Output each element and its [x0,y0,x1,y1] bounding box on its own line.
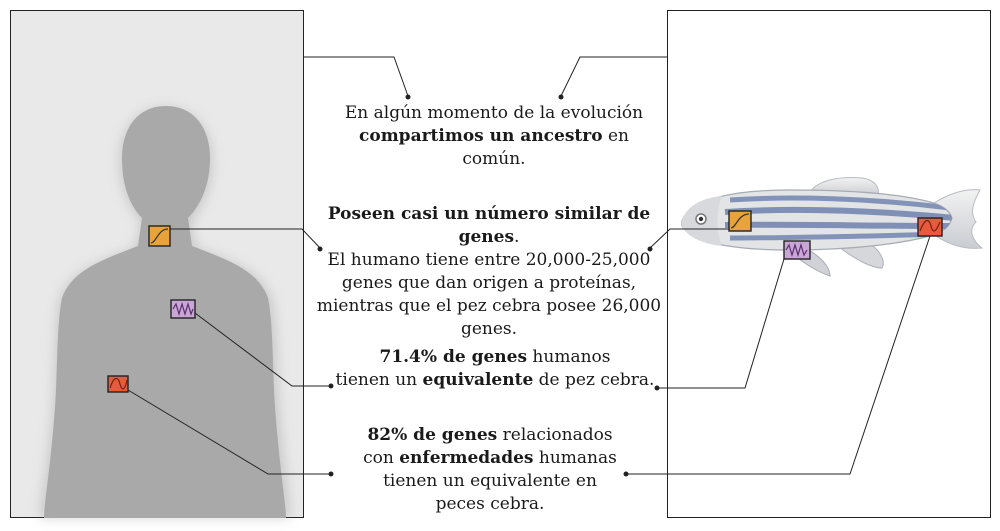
genes-line-5: genes. [460,319,518,339]
equivalent-line-2-pre: tienen un [335,370,423,390]
equivalent-bold-percent: 71.4% de genes [379,347,528,367]
connector-fish-equivalent [657,259,784,388]
human-silhouette [40,106,290,518]
gene-marker-purple-human [171,300,195,318]
genes-text [304,203,674,341]
equivalent-bold-word: equivalente [422,370,534,390]
disease-line-4: peces cebra. [435,494,545,514]
ancestor-bold: compartimos un ancestro [359,126,603,146]
disease-text [330,424,650,516]
disease-line-2-pre: con [363,448,400,468]
ancestor-text [318,102,670,171]
ancestor-line-1: En algún momento de la evolución [344,103,644,123]
gene-marker-orange-human [149,226,170,246]
connector-human-ancestor [304,57,408,96]
disease-bold-percent: 82% de genes [367,425,498,445]
equivalent-text [320,346,670,392]
connector-fish-ancestor [561,57,667,96]
equivalent-line-2-rest: de pez cebra. [533,370,655,390]
gene-marker-red-human [108,376,128,392]
gene-marker-red-fish [918,218,942,236]
equivalent-line-1-rest: humanos [527,347,611,367]
genes-bold: Poseen casi un número similar de genes [327,204,651,247]
genes-line-2: El humano tiene entre 20,000-25,000 [327,250,651,270]
disease-line-3: tienen un equivalente en [383,471,597,491]
genes-line-3: genes que dan origen a proteínas, [341,273,637,293]
genes-line-4: mientras que el pez cebra posee 26,000 [316,296,662,316]
ancestor-line-2-rest: en [602,126,629,146]
ancestor-line-3: común. [462,149,526,169]
disease-line-2-rest: humanas [533,448,617,468]
disease-bold-word: enfermedades [399,448,534,468]
gene-marker-purple-fish [784,241,810,259]
genes-line-1-rest: . [514,227,520,247]
gene-marker-orange-fish [729,211,751,231]
human-body [44,106,286,518]
disease-line-1-rest: relacionados [497,425,613,445]
